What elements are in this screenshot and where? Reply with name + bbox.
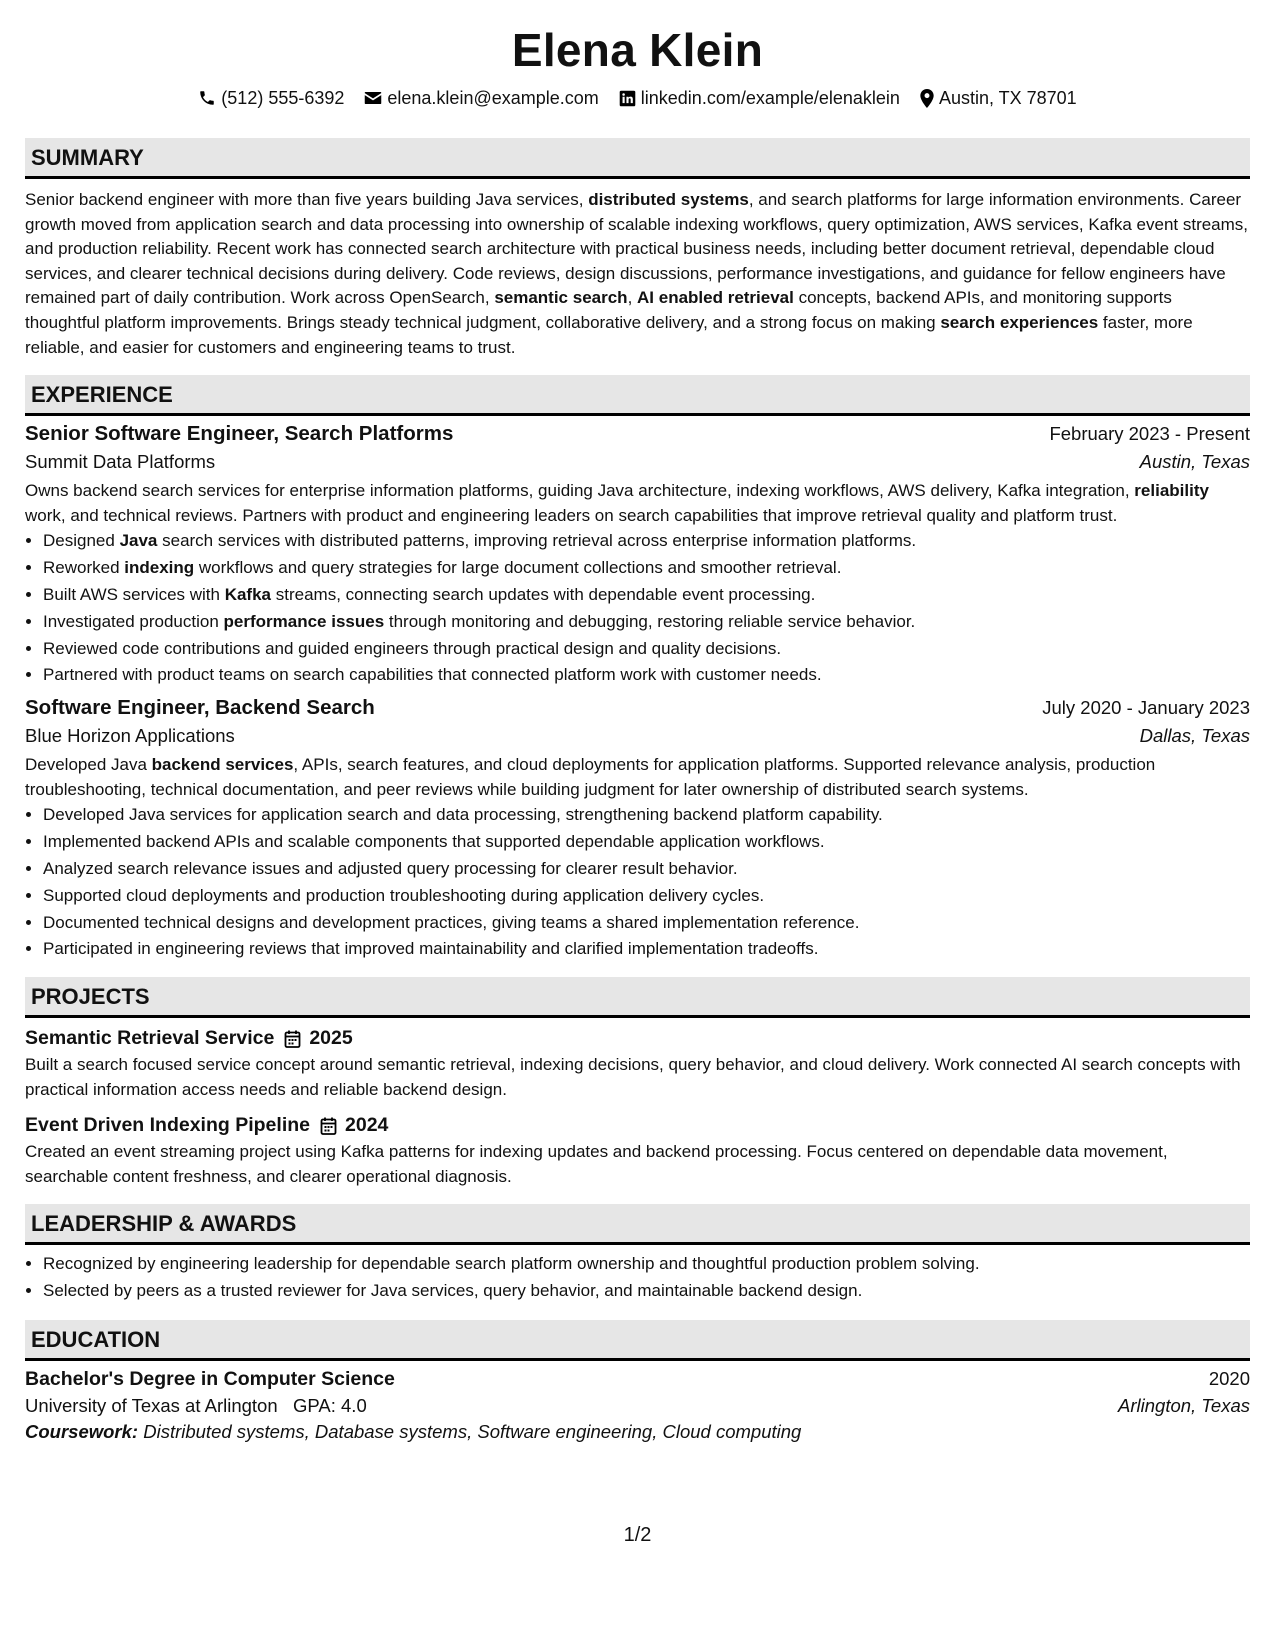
school-name: University of Texas at Arlington (25, 1395, 278, 1417)
text-run: Analyzed search relevance issues and adjusted query processing for clearer result behavior. (43, 858, 738, 878)
text-run: Reworked (43, 558, 125, 578)
text-run: Supported cloud deployments and production troubleshooting during application delivery cycles. (43, 885, 765, 905)
bullet-item (43, 829, 1250, 856)
gpa: GPA: 4.0 (293, 1395, 367, 1417)
coursework-list: Distributed systems, Database systems, Software engineering, Cloud computing (143, 1421, 802, 1443)
bullet-item (43, 662, 1250, 689)
text-run: Reviewed code contributions and guided engineers through practical design and quality decisions. (43, 638, 782, 658)
bullet-item (43, 528, 1250, 555)
emphasis-text: backend services (151, 755, 294, 775)
location-text: Austin, TX 78701 (938, 88, 1077, 108)
linkedin-text[interactable]: linkedin.com/example/elenaklein (640, 88, 900, 108)
email-text[interactable]: elena.klein@example.com (387, 88, 599, 108)
text-run: streams, connecting search updates with dependable event processing. (271, 584, 816, 604)
bullet-item (43, 636, 1250, 663)
job-title: Software Engineer, Backend Search (25, 696, 375, 720)
text-run: Investigated production (43, 611, 224, 631)
text-run: faster, more reliable, and easier for customers and engineering teams to trust. (25, 312, 1193, 357)
text-run: Developed Java (25, 755, 152, 775)
leadership-list (25, 1251, 1250, 1305)
job-company: Summit Data Platforms (25, 451, 216, 473)
contact-email[interactable] (364, 86, 598, 110)
project-year: 2025 (309, 1027, 353, 1050)
leadership-heading: LEADERSHIP & AWARDS (25, 1204, 1250, 1245)
bullet-item (43, 856, 1250, 883)
graduation-year: 2020 (1208, 1368, 1250, 1390)
text-run: Designed (43, 531, 120, 551)
bullet-item (43, 802, 1250, 829)
text-run: Documented technical designs and development practices, giving teams a shared implementation reference. (43, 912, 860, 932)
text-run: Implemented backend APIs and scalable components that supported dependable application workflows. (43, 832, 825, 852)
job-dates: July 2020 - January 2023 (1042, 697, 1250, 719)
job-entry (25, 696, 1250, 963)
project-title-row (25, 1027, 1250, 1050)
job-title-row (25, 696, 1250, 720)
project-year: 2024 (345, 1114, 389, 1137)
school-row (25, 1395, 1250, 1417)
text-run: , and search platforms for large information environments. Career growth moved from application search and data processing into ownership of scalable indexing workflows, query optimization, AWS services, Kafka event streams, and production reliability. Recent work has connected search architecture with practical business needs, including better document retrieval, dependable cloud services, and clearer technical decisions during delivery. Code reviews, design discussions, performance investigations, and guidance for fellow engineers have remained part of daily contribution. Work across OpenSearch, (25, 190, 1249, 308)
education-heading: EDUCATION (25, 1320, 1250, 1361)
leadership-item: • Recognized by engineering leadership for dependable search platform ownership and thoughtful production problem solving. (43, 1251, 1250, 1278)
text-run: search services with distributed patterns, improving retrieval across enterprise information platforms. (157, 531, 917, 551)
job-company: Blue Horizon Applications (25, 725, 235, 747)
emphasis-text: semantic search (494, 288, 628, 308)
job-bullets (25, 528, 1250, 689)
experience-heading: EXPERIENCE (25, 375, 1250, 416)
project-title: Event Driven Indexing Pipeline (25, 1114, 310, 1137)
job-company-row (25, 725, 1250, 747)
job-title-row (25, 422, 1250, 446)
job-dates: February 2023 - Present (1049, 423, 1250, 445)
text-run: , (627, 288, 638, 308)
contact-linkedin[interactable] (619, 86, 900, 110)
project-title: Semantic Retrieval Service (25, 1027, 275, 1050)
contact-phone (198, 86, 344, 110)
job-description (25, 753, 1250, 802)
text-run: Developed Java services for application search and data processing, strengthening backend platform capability. (43, 805, 883, 825)
leadership-item: • Selected by peers as a trusted reviewer for Java services, query behavior, and maintainable backend design. (43, 1278, 1250, 1305)
coursework-line (25, 1421, 1250, 1443)
job-location: Austin, Texas (1139, 451, 1250, 473)
projects-heading: PROJECTS (25, 977, 1250, 1018)
text-run: Owns backend search services for enterprise information platforms, guiding Java architecture, indexing workflows, AWS delivery, Kafka integration, (25, 481, 1135, 501)
emphasis-text: reliability (1134, 481, 1209, 501)
bullet-item (43, 883, 1250, 910)
school-group (25, 1395, 367, 1417)
page-indicator: 1/2 (623, 1524, 652, 1546)
emphasis-text: performance issues (223, 611, 385, 631)
emphasis-text: Java (119, 531, 158, 551)
text-run: Built AWS services with (43, 584, 225, 604)
emphasis-text: indexing (124, 558, 195, 578)
resume-content (25, 0, 1250, 1443)
emphasis-text: Kafka (224, 584, 272, 604)
emphasis-text: search experiences (940, 312, 1099, 332)
calendar-icon (284, 1030, 301, 1048)
text-run: work, and technical reviews. Partners with product and engineering leaders on search capabilities that improve retrieval quality and platform trust. (25, 505, 1118, 525)
text-run: concepts, backend APIs, and monitoring supports thoughtful platform improvements. Brings steady technical judgment, collaborative delivery, and a strong focus on making (25, 288, 1172, 332)
project-year-group (320, 1114, 388, 1137)
project-entry (25, 1114, 1250, 1189)
bullet-item (43, 609, 1250, 636)
job-bullets (25, 802, 1250, 963)
envelope-icon (364, 90, 382, 106)
map-pin-icon (920, 89, 934, 108)
coursework-label: Coursework: (25, 1421, 139, 1443)
bullet-item (43, 582, 1250, 609)
text-run: , APIs, search features, and cloud deployments for application platforms. Supported relevance analysis, production troubleshooting, technical documentation, and peer reviews while building judgment for later ownership of distributed search systems. (25, 755, 1156, 799)
candidate-name: Elena Klein (511, 24, 764, 76)
linkedin-icon (619, 90, 636, 107)
job-company-row (25, 451, 1250, 473)
project-entry (25, 1027, 1250, 1102)
bullet-item (43, 555, 1250, 582)
text-run: Senior backend engineer with more than five years building Java services, (25, 190, 589, 209)
summary-heading: SUMMARY (25, 138, 1250, 179)
contact-bar (25, 86, 1250, 110)
job-description (25, 479, 1250, 528)
project-title-row (25, 1114, 1250, 1137)
phone-text: (512) 555-6392 (221, 88, 345, 108)
project-year-group (284, 1027, 352, 1050)
emphasis-text: AI enabled retrieval (637, 288, 794, 308)
emphasis-text: distributed systems (588, 190, 749, 209)
summary-text (25, 188, 1250, 360)
bullet-item (43, 936, 1250, 963)
project-description: Created an event streaming project using Kafka patterns for indexing updates and backend processing. Focus centered on dependable data movement, searchable content freshness, and clearer operational diagnosis. (25, 1142, 1168, 1186)
job-location: Dallas, Texas (1139, 725, 1250, 747)
job-title: Senior Software Engineer, Search Platforms (25, 422, 454, 446)
phone-icon (198, 89, 216, 107)
degree-row (25, 1368, 1250, 1391)
calendar-icon (320, 1117, 337, 1135)
education-entry (25, 1368, 1250, 1443)
degree-title: Bachelor's Degree in Computer Science (25, 1368, 395, 1391)
text-run: workflows and query strategies for large document collections and smoother retrieval. (194, 558, 842, 578)
text-run: through monitoring and debugging, restoring reliable service behavior. (384, 611, 916, 631)
project-description: Built a search focused service concept around semantic retrieval, indexing decisions, query behavior, and cloud delivery. Work connected AI search concepts with practical information access needs and reliable backend design. (25, 1055, 1241, 1099)
bullet-item (43, 910, 1250, 937)
job-entry (25, 422, 1250, 689)
text-run: Partnered with product teams on search capabilities that connected platform work with customer needs. (43, 665, 822, 685)
school-location: Arlington, Texas (1118, 1395, 1250, 1417)
contact-location (920, 86, 1077, 110)
text-run: Participated in engineering reviews that improved maintainability and clarified implementation tradeoffs. (43, 939, 819, 959)
